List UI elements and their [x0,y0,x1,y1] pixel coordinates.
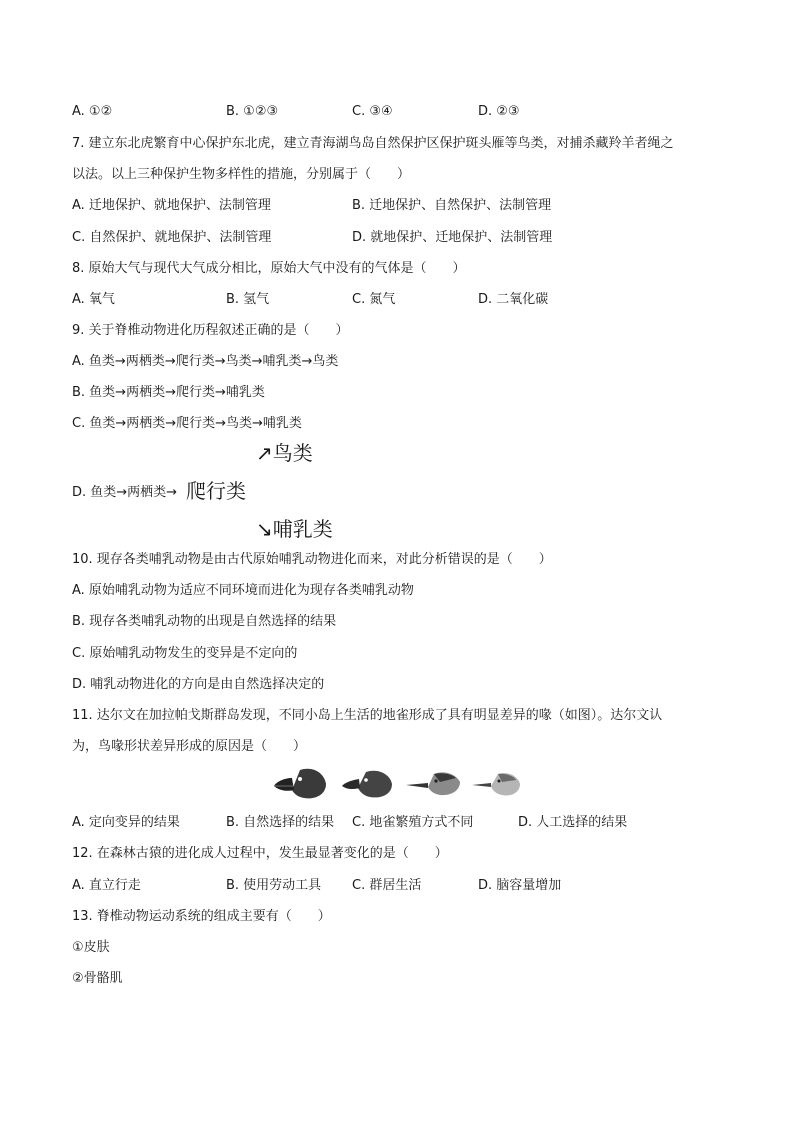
q11-option-b: B. 自然选择的结果 [226,815,335,830]
finch-beaks-figure [270,764,530,804]
q12-option-c: C. 群居生活 [352,878,422,893]
q9-option-d-mid: 爬行类 [186,479,246,503]
q8-option-d: D. 二氧化碳 [478,292,549,307]
q12-option-a: A. 直立行走 [72,878,141,893]
q6-option-a: A. ①② [72,104,113,119]
q13-item-1: ①皮肤 [72,940,110,955]
finch-head-1-icon [274,769,326,799]
q9-option-d-branch-down: ↘哺乳类 [256,517,333,541]
q9-stem: 9. 关于脊椎动物进化历程叙述正确的是（ ） [72,323,349,338]
q13-stem: 13. 脊椎动物运动系统的组成主要有（ ） [72,909,331,924]
q10-stem: 10. 现存各类哺乳动物是由古代原始哺乳动物进化而来，对此分析错误的是（ ） [72,552,552,567]
q11-stem-line2: 为，鸟喙形状差异形成的原因是（ ） [72,739,307,754]
q6-option-d: D. ②③ [478,104,520,119]
q7-stem-line2: 以法。以上三种保护生物多样性的措施，分别属于（ ） [72,167,411,182]
q11-option-c: C. 地雀繁殖方式不同 [352,815,474,830]
q11-option-d: D. 人工选择的结果 [518,815,628,830]
q8-option-a: A. 氧气 [72,292,115,307]
q6-option-c: C. ③④ [352,104,393,119]
q9-option-c: C. 鱼类→两栖类→爬行类→鸟类→哺乳类 [72,416,302,431]
finch-head-4-icon [472,773,520,795]
q8-option-b: B. 氢气 [226,292,270,307]
q12-stem: 12. 在森林古猿的进化成人过程中，发生最显著变化的是（ ） [72,846,448,861]
q9-option-d-branch-up: ↗鸟类 [256,441,313,465]
q11-stem-line1: 11. 达尔文在加拉帕戈斯群岛发现，不同小岛上生活的地雀形成了具有明显差异的喙（如图）。达尔文认 [72,708,663,723]
q6-option-b: B. ①②③ [226,104,279,119]
q12-option-b: B. 使用劳动工具 [226,878,322,893]
q10-option-c: C. 原始哺乳动物发生的变异是不定向的 [72,646,298,661]
finch-head-2-icon [342,771,392,798]
q9-option-a: A. 鱼类→两栖类→爬行类→鸟类→哺乳类→鸟类 [72,354,339,369]
q7-option-b: B. 迁地保护、自然保护、法制管理 [352,198,552,213]
q13-item-2: ②骨骼肌 [72,971,123,986]
q9-option-b: B. 鱼类→两栖类→爬行类→哺乳类 [72,385,265,400]
q8-stem: 8. 原始大气与现代大气成分相比，原始大气中没有的气体是（ ） [72,261,466,276]
q11-option-a: A. 定向变异的结果 [72,815,180,830]
q7-stem-line1: 7. 建立东北虎繁育中心保护东北虎，建立青海湖鸟岛自然保护区保护斑头雁等鸟类，对捕杀藏羚羊者绳之 [72,136,674,151]
q7-option-a: A. 迁地保护、就地保护、法制管理 [72,198,271,213]
q9-option-d-prefix: D. 鱼类→两栖类→ [72,485,178,500]
q7-option-c: C. 自然保护、就地保护、法制管理 [72,230,272,245]
q8-option-c: C. 氮气 [352,292,396,307]
q10-option-b: B. 现存各类哺乳动物的出现是自然选择的结果 [72,614,337,629]
q12-option-d: D. 脑容量增加 [478,878,562,893]
q7-option-d: D. 就地保护、迁地保护、法制管理 [352,230,553,245]
q10-option-a: A. 原始哺乳动物为适应不同环境而进化为现存各类哺乳动物 [72,583,414,598]
q10-option-d: D. 哺乳动物进化的方向是由自然选择决定的 [72,677,325,692]
finch-head-3-icon [406,772,460,795]
